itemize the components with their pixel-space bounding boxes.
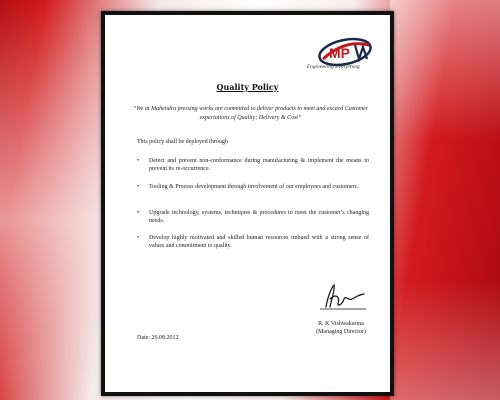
list-item-text: Tooling & Process development through involvement of our employees and customers. <box>149 184 359 190</box>
policy-statement: “We at Mahendra pressing works are committed to deliver products to meet and exceed Customer expectations of Quality; Delivery & Cost” <box>132 106 369 121</box>
list-item <box>137 234 369 250</box>
page-title: Quality Policy <box>216 82 279 92</box>
signature <box>318 281 368 311</box>
logo-tagline: Engineering Everything <box>307 65 360 70</box>
policy-document <box>101 11 394 396</box>
company-logo <box>315 37 373 77</box>
list-item-text: Upgrade technology, systems, techniques & procedures to meet the customer’s changing needs. <box>149 210 369 224</box>
signatory-role: (Managing Director) <box>316 329 366 335</box>
intro-text: This policy shall be deployed through <box>137 139 228 145</box>
signatory-name: R. K Vishwakarma <box>318 321 364 327</box>
list-item <box>137 157 369 183</box>
policy-list <box>137 157 369 250</box>
list-item <box>137 209 369 234</box>
bullet-icon: • <box>137 210 140 216</box>
logo-mark-icon <box>315 37 373 67</box>
bullet-icon: • <box>137 184 140 190</box>
list-item-text: Develop highly motivated and skilled human resources imbued with a strong sense of values and commitment to quality. <box>149 235 369 249</box>
document-date: Date: 26.08.2012 <box>137 335 179 341</box>
background-sheen-right <box>390 0 500 400</box>
list-item <box>137 183 369 209</box>
list-item-text: Detect and prevent non-conformance during manufacturing & implement the means to prevent its re-occurrence. <box>149 158 369 172</box>
signature-icon <box>318 281 368 311</box>
bullet-icon: • <box>137 235 140 241</box>
bullet-icon: • <box>137 158 140 164</box>
logo-mark-text: MP <box>329 45 350 61</box>
